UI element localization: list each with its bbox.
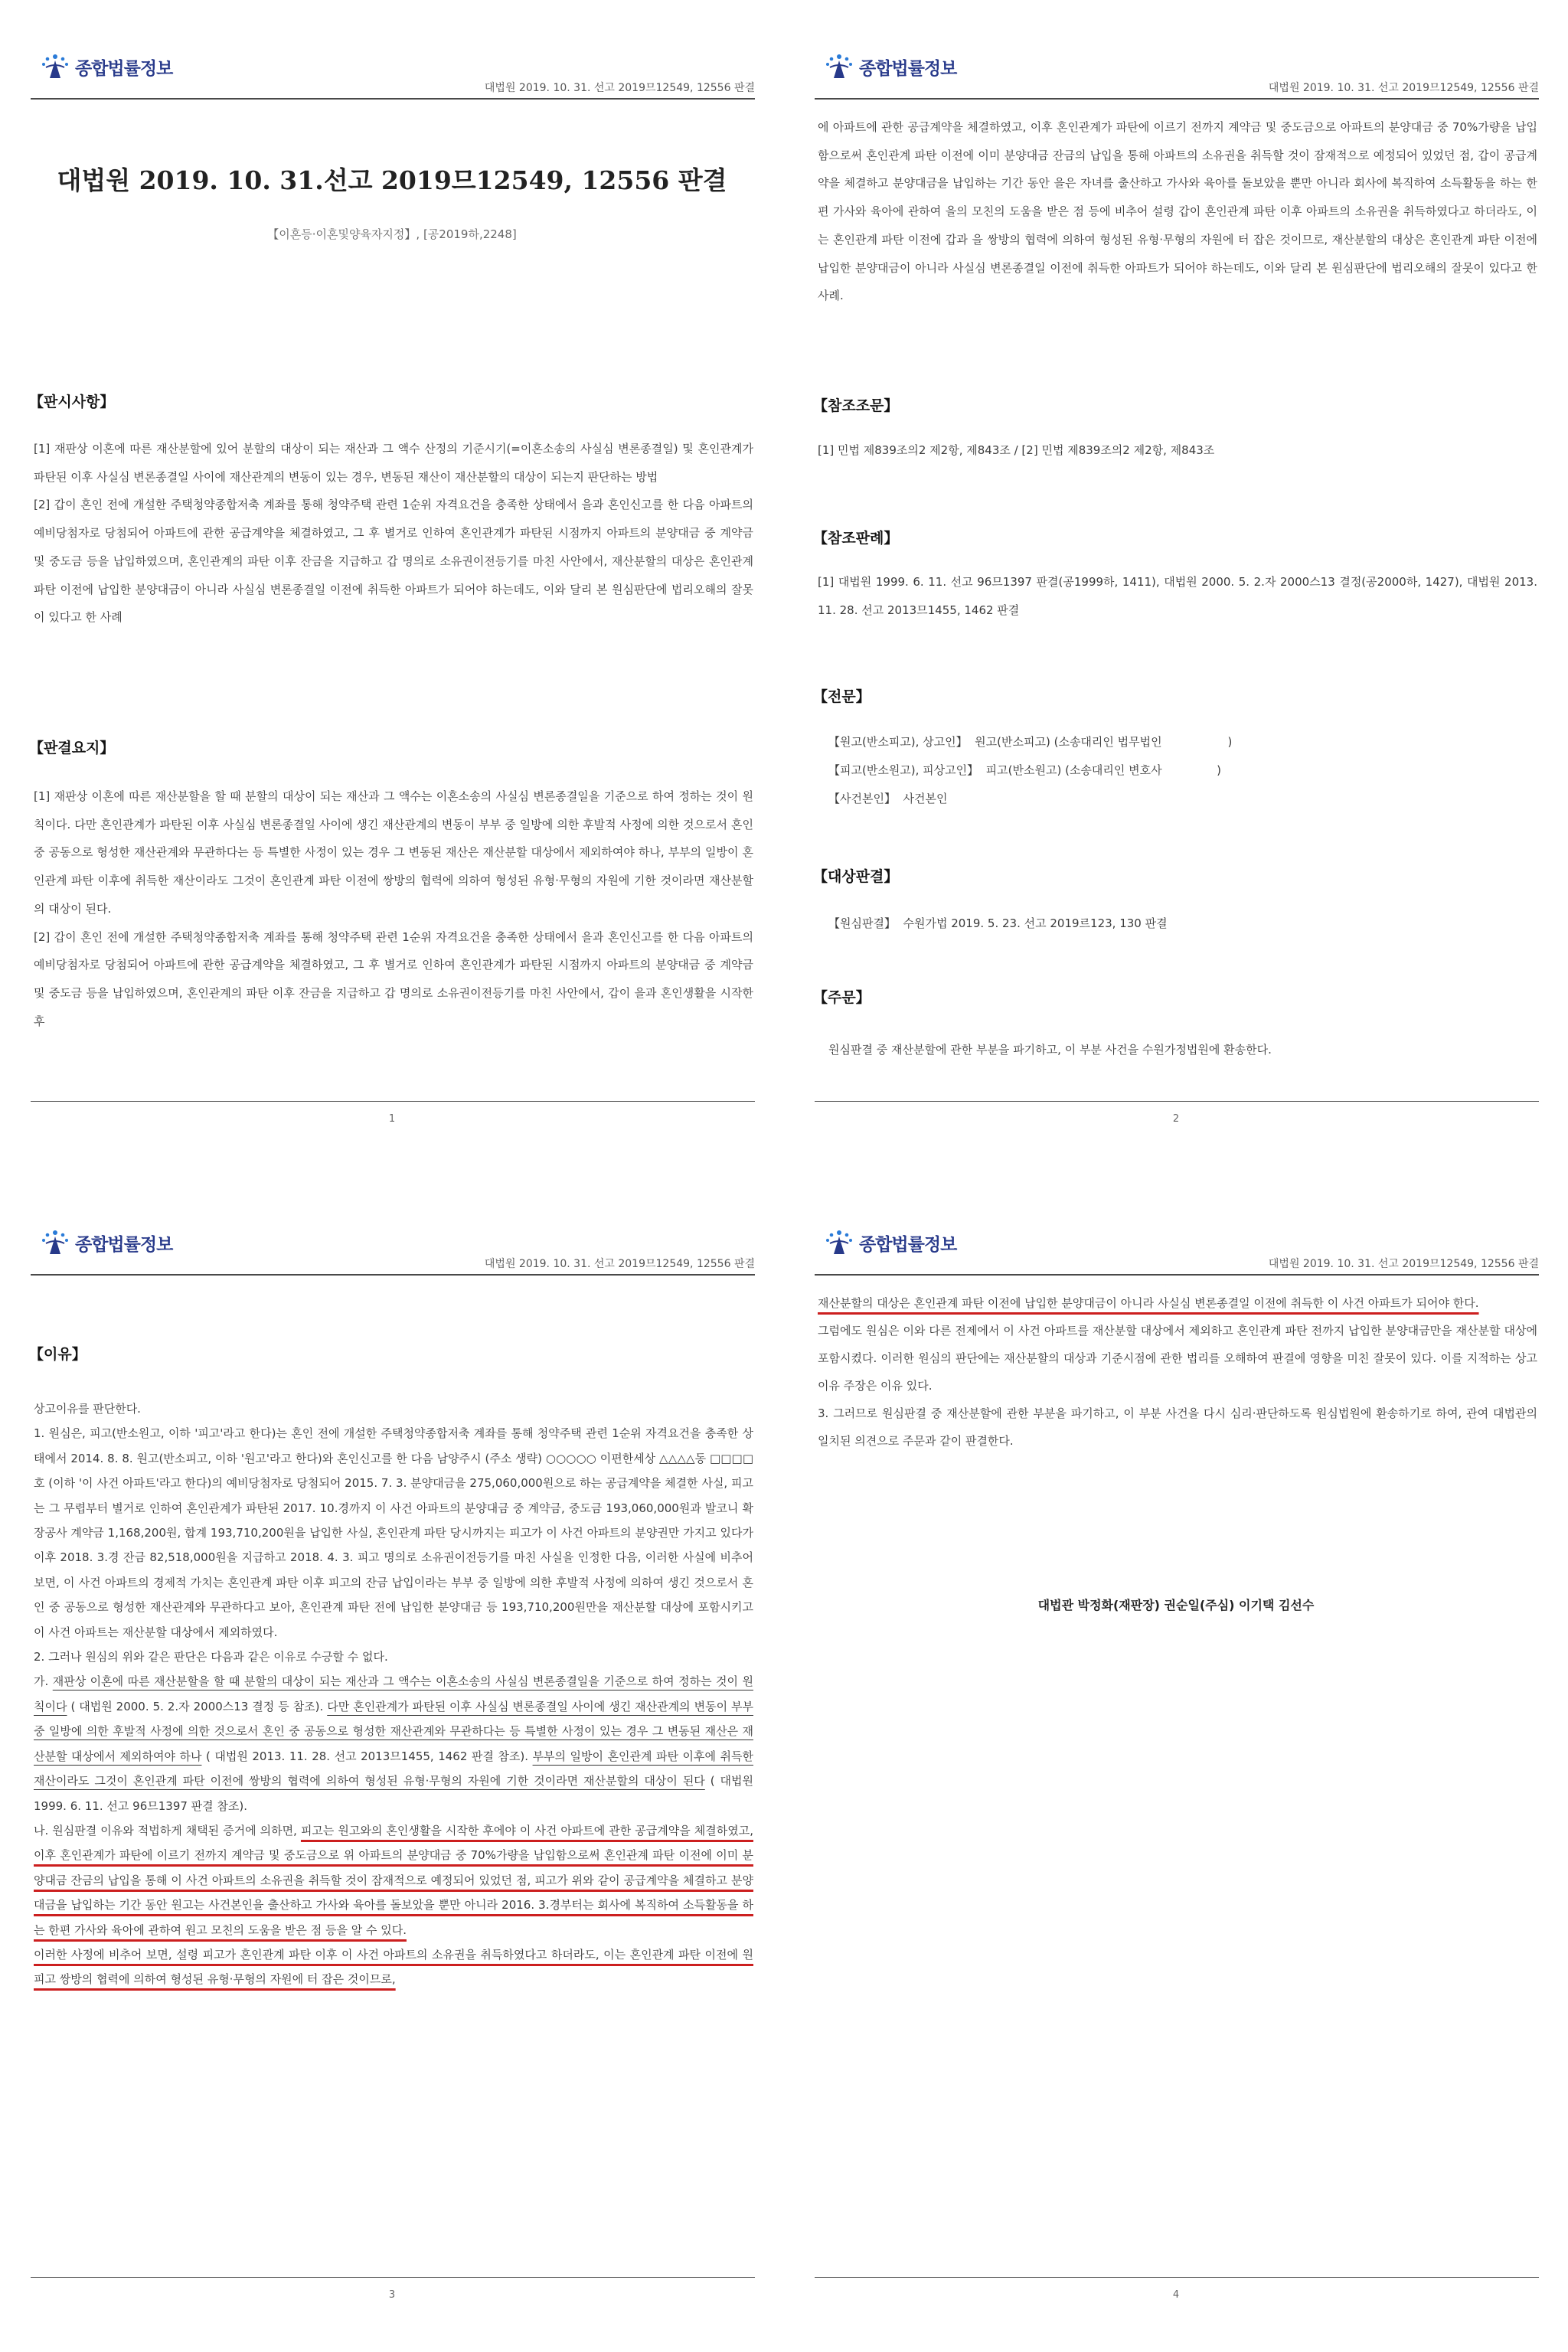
party-defendant-text: 【피고(반소원고), 피상고인】 피고(반소원고) (소송대리인 변호사 ) (828, 763, 1222, 777)
page-number: 3 (388, 2289, 396, 2301)
party-plaintiff (828, 733, 1232, 750)
reason-continued-paragraph: 그럼에도 원심은 이와 다른 전제에서 이 사건 아파트를 재산분할 대상에서 제외하고 혼인관계 파탄 전까지 납입한 분양대금만을 재산분할 대상에 포함시켰다. 이러한 원심의 판단에는 재산분할의 대상과 기준시점에 관한 법리를 오해하여 판결에 영향을 미친 잘못이 있다. 이를 지적하는 상고이유 주장은 이유 있다. (818, 1324, 1537, 1393)
na-intro: 나. 원심판결 이유와 적법하게 채택된 증거에 의하면, (34, 1823, 301, 1838)
header-citation: 대법원 2019. 10. 31. 선고 2019므12549, 12556 판결 (1268, 1258, 1539, 1270)
target-judgment (828, 915, 1168, 931)
order-text (828, 1036, 1537, 1064)
header-citation: 대법원 2019. 10. 31. 선고 2019므12549, 12556 판결 (1268, 82, 1539, 94)
underlined-principle-2: 다만 혼인관계가 파탄된 이후 사실심 변론종결일 사이에 생긴 재산관계의 변동이 부부 중 일방에 의한 후발적 사정에 의한 것으로서 혼인 중 공동으로 형성한 재산관계와 무관하다는 등 특별한 사정이 있는 경우 그 변동된 재산은 재산분할 대상에서 제외하여야 하나 (34, 1699, 753, 1763)
section-heading-target: 【대상판결】 (813, 868, 899, 885)
logo-text: 종합법률정보 (859, 58, 957, 79)
reason-intro: 상고이유를 판단한다. (34, 1402, 141, 1416)
section-heading-full-text: 【전문】 (813, 688, 871, 705)
ref-laws-text (818, 436, 1537, 465)
ref-cases-paragraph: [1] 대법원 1999. 6. 11. 선고 96므1397 판결(공1999하, 1411), 대법원 2000. 5. 2.자 2000스13 결정(공2000하, 1427), 대법원 2013. 11. 28. 선고 2013므1455, 1462 판결 (818, 575, 1537, 617)
site-logo (40, 1228, 172, 1257)
page-2 (784, 0, 1568, 1176)
ga-label: 가. (34, 1674, 49, 1689)
gist-continued-text (818, 113, 1537, 310)
page-number: 2 (1172, 1113, 1180, 1125)
reason-paragraph-na-cont (34, 1942, 753, 1992)
party-subject-text: 【사건본인】 사건본인 (828, 792, 948, 805)
underlined-principle-3: 부부의 일방이 혼인관계 파탄 이후에 취득한 재산이라도 그것이 혼인관계 파탄 이전에 쌍방의 협력에 의하여 형성된 유형·무형의 자원에 기한 것이라면 재산분할의 대상이 된다 (34, 1749, 754, 1788)
red-underlined-conclusion: 이러한 사정에 비추어 보면, 설령 피고가 혼인관계 파탄 이후 이 사건 아파트의 소유권을 취득하였다고 하더라도, 이는 혼인관계 파탄 이전에 원피고 쌍방의 협력에 의하여 형성된 유형·무형의 자원에 터 잡은 것이므로, (34, 1947, 753, 1987)
gist-item-2: [2] 갑이 혼인 전에 개설한 주택청약종합저축 계좌를 통해 청약주택 관련 1순위 자격요건을 충족한 상태에서 을과 혼인신고를 한 다음 아파트의 예비당첨자로 당첨되어 아파트에 관한 공급계약을 체결하였고, 그 후 별거로 인하여 혼인관계가 파탄된 시점까지 아파트의 분양대금 중 계약금 및 중도금 등을 납입하였으며, 혼인관계의 파탄 이후 잔금을 지급하고 갑 명의로 소유권이전등기를 마친 사안에서, 갑이 을과 혼인생활을 시작한 후 (34, 929, 753, 1028)
red-underlined-holding: 재산분할의 대상은 혼인관계 파탄 이전에 납입한 분양대금이 아니라 사실심 변론종결일 이전에 취득한 이 사건 아파트가 되어야 한다. (818, 1296, 1479, 1310)
order-paragraph: 원심판결 중 재산분할에 관한 부분을 파기하고, 이 부분 사건을 수원가정법원에 환송한다. (828, 1043, 1272, 1057)
logo-text: 종합법률정보 (75, 1234, 173, 1255)
logo-text: 종합법률정보 (75, 58, 173, 79)
ref-laws-paragraph: [1] 민법 제839조의2 제2항, 제843조 / [2] 민법 제839조의2 제2항, 제843조 (818, 443, 1215, 457)
party-subject (828, 790, 947, 806)
case-subtitle: 【이혼등·이혼및양육자지정】, [공2019하,2248] (267, 227, 517, 241)
target-judgment-text: 【원심판결】 수원가법 2019. 5. 23. 선고 2019르123, 130 판결 (828, 916, 1168, 930)
header-divider (815, 1274, 1539, 1276)
gist-item-1: [1] 재판상 이혼에 따른 재산분할을 할 때 분할의 대상이 되는 재산과 그 액수는 이혼소송의 사실심 변론종결일을 기준으로 하여 정하는 것이 원칙이다. 다만 혼인관계가 파탄된 이후 사실심 변론종결일 사이에 생긴 재산관계의 변동이 부부 중 일방에 의한 후발적 사정에 의한 것으로서 혼인 중 공동으로 형성한 재산관계와 무관하다는 등 특별한 사정이 있는 경우 그 변동된 재산은 재산분할 대상에서 제외하여야 하나, 부부의 일방이 혼인관계 파탄 이후에 취득한 재산이라도 그것이 혼인관계 파탄 이전에 쌍방의 협력에 의하여 형성된 유형·무형의 자원에 기한 것이라면 재산분할의 대상이 된다. (34, 789, 753, 916)
site-logo (824, 1228, 956, 1257)
section-heading-gist: 【판결요지】 (29, 740, 115, 756)
reason-paragraph-3: 3. 그러므로 원심판결 중 재산분할에 관한 부분을 파기하고, 이 부분 사건을 다시 심리·판단하도록 원심법원에 환송하기로 하여, 관여 대법관의 일치된 의견으로 주문과 같이 판결한다. (818, 1406, 1537, 1448)
justices-line: 대법관 박정화(재판장) 권순일(주심) 이기택 김선수 (1037, 1598, 1315, 1612)
section-heading-reason: 【이유】 (29, 1346, 87, 1363)
footer-divider (815, 2277, 1539, 2278)
reason-continued-text (818, 1289, 1537, 1455)
ref-cases-text (818, 568, 1537, 624)
scales-of-justice-icon (40, 1228, 70, 1257)
header-divider (815, 98, 1539, 100)
reason-paragraph-na (34, 1818, 753, 1942)
site-logo (40, 52, 172, 81)
summary-item-2: [2] 갑이 혼인 전에 개설한 주택청약종합저축 계좌를 통해 청약주택 관련 1순위 자격요건을 충족한 상태에서 을과 혼인신고를 한 다음 아파트의 예비당첨자로 당첨되어 아파트에 관한 공급계약을 체결하였고, 그 후 별거로 인하여 혼인관계가 파탄된 시점까지 아파트의 분양대금 중 계약금 및 중도금 등을 납입하였으며, 혼인관계의 파탄 이후 잔금을 지급하고 갑 명의로 소유권이전등기를 마친 사안에서, 재산분할의 대상은 혼인관계 파탄 이전에 납입한 분양대금이 아니라 사실심 변론종결일 이전에 취득한 아파트가 되어야 하는데도, 이와 달리 본 원심판단에 법리오해의 잘못이 있다고 한 사례 (34, 498, 753, 625)
page-number: 4 (1172, 2289, 1180, 2301)
logo-text: 종합법률정보 (859, 1234, 957, 1255)
scales-of-justice-icon (824, 1228, 854, 1257)
citation-2: ( 대법원 2013. 11. 28. 선고 2013므1455, 1462 판결 참조). (201, 1749, 533, 1763)
page-3 (0, 1176, 784, 2352)
section-heading-ref-laws: 【참조조문】 (813, 397, 899, 414)
page-number: 1 (388, 1113, 396, 1125)
reason-paragraph-1: 1. 원심은, 피고(반소원고, 이하 '피고'라고 한다)는 혼인 전에 개설한 주택청약종합저축 계좌를 통해 청약주택 관련 1순위 자격요건을 충족한 상태에서 2014. 8. 8. 원고(반소피고, 이하 '원고'라고 한다)와 혼인신고를 한 다음 남양주시 (주소 생략) ○○○○○ 이편한세상 △△△△동 □□□□호 (이하 '이 사건 아파트'라고 한다)의 예비당첨자로 당첨되어 2015. 7. 3. 분양대금을 275,060,000원으로 하는 공급계약을 체결한 사실, 피고는 그 무렵부터 별거로 인하여 혼인관계가 파탄된 2017. 10.경까지 이 사건 아파트의 분양대금 중 계약금, 중도금 193,060,000원과 발코니 확장공사 계약금 1,168,200원, 합계 193,710,200원을 납입한 사실, 혼인관계 파탄 당시까지는 피고가 이 사건 아파트의 분양권만 가지고 있다가 이후 2018. 3.경 잔금 82,518,000원을 지급하고 2018. 4. 3. 피고 명의로 소유권이전등기를 마친 사실을 인정한 다음, 이러한 사실에 비추어 보면, 이 사건 아파트의 경제적 가치는 혼인관계 파탄 이후 피고의 잔금 납입이라는 부부 중 일방에 의한 후발적 사정에 의하여 생긴 것으로서 혼인 중 공동으로 형성한 재산관계와 무관하다고 보아, 혼인관계 파탄 전에 납입한 분양대금 등 193,710,200원만을 재산분할 대상에 포함시키고 이 사건 아파트는 재산분할 대상에서 제외하였다. (34, 1426, 753, 1639)
summary-text (34, 435, 753, 632)
citation-1: ( 대법원 2000. 5. 2.자 2000스13 결정 등 참조). (67, 1699, 328, 1713)
scales-of-justice-icon (824, 52, 854, 81)
section-heading-ref-cases: 【참조판례】 (813, 530, 899, 547)
header-divider (31, 1274, 755, 1276)
reason-text (34, 1396, 753, 1992)
header-citation: 대법원 2019. 10. 31. 선고 2019므12549, 12556 판결 (484, 1258, 755, 1270)
header-citation: 대법원 2019. 10. 31. 선고 2019므12549, 12556 판결 (484, 82, 755, 94)
scales-of-justice-icon (40, 52, 70, 81)
reason-continued-red (818, 1289, 1537, 1317)
gist-text (34, 782, 753, 1035)
reason-paragraph-2: 2. 그러나 원심의 위와 같은 판단은 다음과 같은 이유로 수긍할 수 없다. (34, 1650, 388, 1664)
footer-divider (31, 2277, 755, 2278)
page-1 (0, 0, 784, 1176)
header-divider (31, 98, 755, 100)
section-heading-order: 【주문】 (813, 989, 871, 1006)
case-title: 대법원 2019. 10. 31.선고 2019므12549, 12556 판결 (57, 165, 727, 195)
site-logo (824, 52, 956, 81)
section-heading-summary: 【판시사항】 (29, 394, 115, 410)
footer-divider (815, 1101, 1539, 1102)
party-defendant (828, 762, 1221, 778)
underlined-principle-1: 재판상 이혼에 따른 재산분할을 할 때 분할의 대상이 되는 재산과 그 액수는 이혼소송의 사실심 변론종결일을 기준으로 하여 정하는 것이 원칙이다 (34, 1674, 753, 1713)
summary-item-1: [1] 재판상 이혼에 따른 재산분할에 있어 분할의 대상이 되는 재산과 그 액수 산정의 기준시기(=이혼소송의 사실심 변론종결일) 및 혼인관계가 파탄된 이후 사실심 변론종결일 사이에 재산관계의 변동이 있는 경우, 변동된 재산이 재산분할의 대상이 되는지 판단하는 방법 (34, 442, 753, 484)
citation-3: ( 대법원 1999. 6. 11. 선고 96므1397 판결 참조). (34, 1774, 754, 1813)
red-underlined-facts: 피고는 원고와의 혼인생활을 시작한 후에야 이 사건 아파트에 관한 공급계약을 체결하였고, 이후 혼인관계가 파탄에 이르기 전까지 계약금 및 중도금으로 위 아파트의 분양대금 중 70%가량을 납입함으로써 혼인관계 파탄 이전에 이미 분양대금 잔금의 납입을 통해 이 사건 아파트의 소유권을 취득할 것이 잠재적으로 예정되어 있었던 점, 피고가 위와 같이 공급계약을 체결하고 분양대금을 납입하는 기간 동안 원고는 사건본인을 출산하고 가사와 육아를 돌보았을 뿐만 아니라 2016. 3.경부터는 회사에 복직하여 소득활동을 하는 한편 가사와 육아에 관하여 원고 모친의 도움을 받은 점 등을 알 수 있다. (34, 1823, 753, 1937)
reason-paragraph-ga (34, 1669, 753, 1818)
gist-continued-paragraph: 에 아파트에 관한 공급계약을 체결하였고, 이후 혼인관계가 파탄에 이르기 전까지 계약금 및 중도금으로 아파트의 분양대금 중 70%가량을 납입함으로써 혼인관계 파탄 이전에 이미 분양대금 잔금의 납입을 통해 아파트의 소유권을 취득할 것이 잠재적으로 예정되어 있었던 점, 갑이 공급계약을 체결하고 분양대금을 납입하는 기간 동안 을은 자녀를 출산하고 가사와 육아를 돌보았을 뿐만 아니라 회사에 복직하여 소득활동을 하는 한편 가사와 육아에 관하여 을의 모친의 도움을 받은 점 등에 비추어 설령 갑이 혼인관계 파탄 이후 아파트의 소유권을 취득하였다고 하더라도, 이는 혼인관계 파탄 이전에 갑과 을 쌍방의 협력에 의하여 형성된 유형·무형의 자원에 터 잡은 것이므로, 재산분할의 대상은 혼인관계 파탄 이전에 납입한 분양대금이 아니라 사실심 변론종결일 이전에 취득한 아파트가 되어야 하는데도, 이와 달리 본 원심판단에 법리오해의 잘못이 있다고 한 사례. (818, 120, 1537, 303)
footer-divider (31, 1101, 755, 1102)
page-4 (784, 1176, 1568, 2352)
party-plaintiff-text: 【원고(반소피고), 상고인】 원고(반소피고) (소송대리인 법무법인 ) (828, 735, 1233, 749)
